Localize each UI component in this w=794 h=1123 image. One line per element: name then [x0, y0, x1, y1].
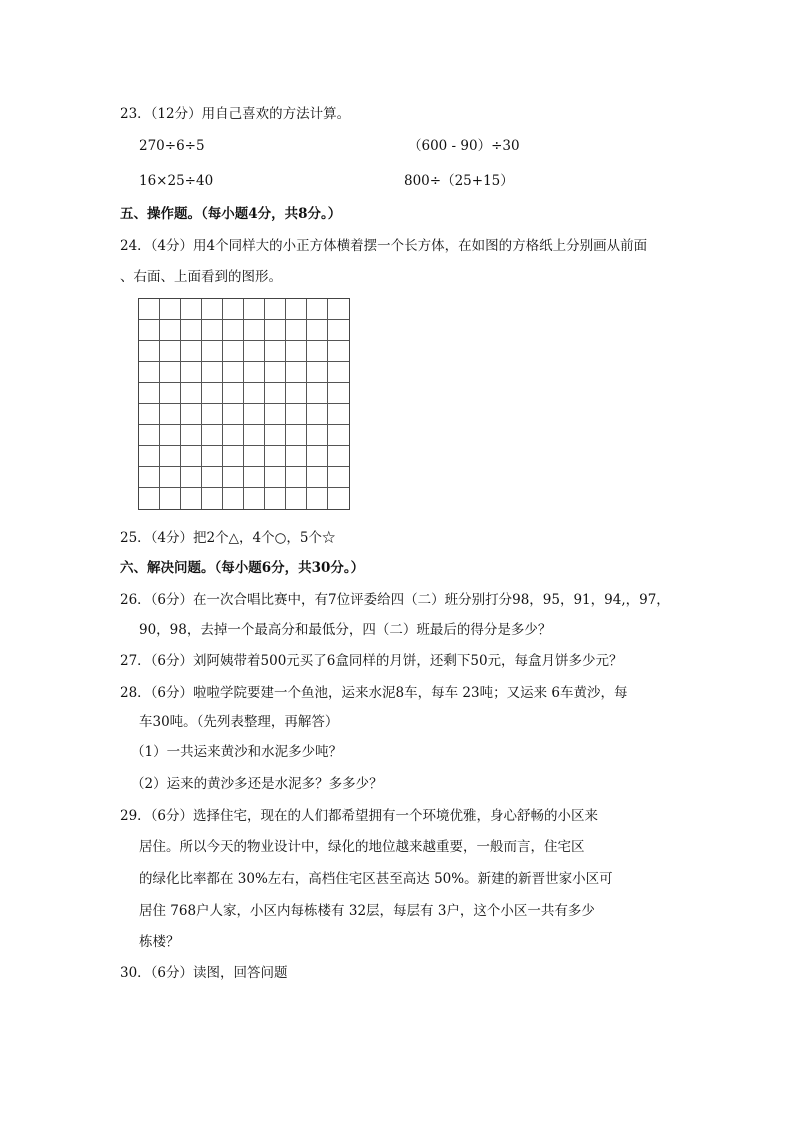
q23-expr-4: 800÷（25+15）: [404, 173, 514, 189]
grid-cell: [160, 446, 181, 467]
grid-cell: [181, 446, 202, 467]
grid-cell: [265, 488, 286, 509]
grid-cell: [265, 404, 286, 425]
grid-cell: [223, 467, 244, 488]
grid-cell: [286, 446, 307, 467]
q23-expr-3: 16×25÷40: [139, 173, 214, 189]
grid-cell: [286, 383, 307, 404]
q26-line-2: 90，98，去掉一个最高分和最低分，四（二）班最后的得分是多少？: [139, 622, 552, 638]
question-27: 27．（6分）刘阿姨带着500元买了6盒同样的月饼，还剩下50元，每盒月饼多少元？: [120, 653, 623, 669]
question-25: 25．（4分）把2个△，4个○，5个☆: [120, 530, 336, 546]
q28-sub-2: （2）运来的黄沙多还是水泥多？多多少？: [131, 776, 383, 792]
grid-cell: [160, 383, 181, 404]
grid-cell: [286, 320, 307, 341]
grid-cell: [328, 320, 349, 341]
grid-cell: [328, 299, 349, 320]
grid-cell: [307, 425, 328, 446]
grid-cell: [286, 425, 307, 446]
q24-line-2: 、右面、上面看到的图形。: [120, 269, 282, 285]
grid-cell: [307, 488, 328, 509]
grid-cell: [181, 404, 202, 425]
grid-cell: [265, 425, 286, 446]
q24-line-1: 24．（4分）用4个同样大的小正方体横着摆一个长方体，在如图的方格纸上分别画从前面: [120, 238, 648, 254]
grid-cell: [265, 467, 286, 488]
grid-cell: [223, 425, 244, 446]
grid-cell: [328, 488, 349, 509]
grid-cell: [328, 383, 349, 404]
grid-cell: [223, 341, 244, 362]
section-5-title: 五、操作题。（每小题4分，共8分。）: [120, 206, 342, 222]
grid-cell: [160, 488, 181, 509]
grid-cell: [139, 446, 160, 467]
q23-expr-2: （600 - 90）÷30: [408, 138, 520, 154]
grid-cell: [181, 467, 202, 488]
grid-cell: [223, 362, 244, 383]
grid-cell: [265, 446, 286, 467]
grid-cell: [160, 341, 181, 362]
q28-line-2: 车30吨。（先列表整理，再解答）: [139, 714, 339, 730]
grid-cell: [160, 320, 181, 341]
grid-cell: [328, 404, 349, 425]
grid-cell: [307, 320, 328, 341]
grid-cell: [181, 320, 202, 341]
grid-cell: [181, 299, 202, 320]
grid-cell: [160, 425, 181, 446]
grid-cell: [328, 425, 349, 446]
q26-line-1: 26．（6分）在一次合唱比赛中，有7位评委给四（二）班分别打分98，95，91，94,，97，: [120, 592, 670, 608]
q29-line-4: 居住 768户人家，小区内每栋楼有 32层，每层有 3户，这个小区一共有多少: [139, 903, 595, 919]
grid-cell: [265, 320, 286, 341]
grid-cell: [244, 362, 265, 383]
grid-cell: [223, 299, 244, 320]
grid-cell: [286, 404, 307, 425]
grid-cell: [139, 299, 160, 320]
q23-expr-1: 270÷6÷5: [139, 138, 205, 154]
grid-cell: [202, 320, 223, 341]
grid-cell: [181, 341, 202, 362]
grid-cell: [181, 362, 202, 383]
grid-cell: [223, 488, 244, 509]
grid-cell: [160, 299, 181, 320]
grid-cell: [265, 299, 286, 320]
grid-cell: [307, 404, 328, 425]
grid-cell: [286, 488, 307, 509]
grid-cell: [328, 341, 349, 362]
grid-cell: [223, 446, 244, 467]
grid-cell: [160, 404, 181, 425]
grid-cell: [202, 341, 223, 362]
grid-cell: [244, 383, 265, 404]
grid-cell: [286, 341, 307, 362]
q28-line-1: 28．（6分）啦啦学院要建一个鱼池，运来水泥8车，每车 23吨；又运来 6车黄沙，每: [120, 685, 628, 701]
grid-cell: [244, 425, 265, 446]
grid-cell: [286, 299, 307, 320]
section-6-title: 六、解决问题。（每小题6分，共30分。）: [120, 560, 365, 576]
q28-sub-1: （1）一共运来黄沙和水泥多少吨？: [131, 744, 343, 760]
grid-cell: [307, 299, 328, 320]
grid-cell: [202, 362, 223, 383]
q29-line-5: 栋楼？: [139, 934, 180, 950]
grid-cell: [202, 467, 223, 488]
grid-cell: [139, 320, 160, 341]
grid-cell: [202, 488, 223, 509]
grid-cell: [139, 404, 160, 425]
grid-cell: [139, 341, 160, 362]
q29-line-1: 29．（6分）选择住宅，现在的人们都希望拥有一个环境优雅，身心舒畅的小区来: [120, 808, 599, 824]
grid-cell: [139, 467, 160, 488]
question-30: 30．（6分）读图，回答问题: [120, 965, 288, 981]
grid-cell: [244, 341, 265, 362]
grid-cell: [244, 488, 265, 509]
grid-cell: [328, 446, 349, 467]
grid-cell: [139, 425, 160, 446]
q29-line-3: 的绿化比率都在 30%左右，高档住宅区甚至高达 50%。新建的新晋世家小区可: [139, 871, 613, 887]
grid-cell: [307, 383, 328, 404]
grid-paper: [138, 298, 350, 510]
grid-cell: [328, 467, 349, 488]
grid-cell: [265, 341, 286, 362]
grid-cell: [202, 383, 223, 404]
grid-cell: [223, 383, 244, 404]
grid-cell: [286, 362, 307, 383]
grid-cell: [244, 446, 265, 467]
grid-cell: [181, 383, 202, 404]
grid-cell: [202, 299, 223, 320]
q23-title: 23．（12分）用自己喜欢的方法计算。: [120, 106, 351, 122]
grid-cell: [202, 404, 223, 425]
grid-cell: [223, 404, 244, 425]
grid-cell: [139, 362, 160, 383]
q29-line-2: 居住。所以今天的物业设计中，绿化的地位越来越重要，一般而言，住宅区: [139, 839, 585, 855]
grid-cell: [307, 446, 328, 467]
grid-cell: [265, 362, 286, 383]
grid-cell: [307, 467, 328, 488]
grid-cell: [202, 446, 223, 467]
grid-cell: [244, 404, 265, 425]
grid-cell: [244, 299, 265, 320]
grid-cell: [244, 320, 265, 341]
grid-cell: [265, 383, 286, 404]
grid-cell: [286, 467, 307, 488]
grid-cell: [181, 425, 202, 446]
grid-cell: [139, 383, 160, 404]
grid-cell: [160, 467, 181, 488]
grid-cell: [223, 320, 244, 341]
grid-cell: [202, 425, 223, 446]
grid-cell: [328, 362, 349, 383]
grid-cell: [139, 488, 160, 509]
grid-cell: [307, 362, 328, 383]
grid-cell: [307, 341, 328, 362]
grid-cell: [160, 362, 181, 383]
grid-cell: [244, 467, 265, 488]
grid-cell: [181, 488, 202, 509]
